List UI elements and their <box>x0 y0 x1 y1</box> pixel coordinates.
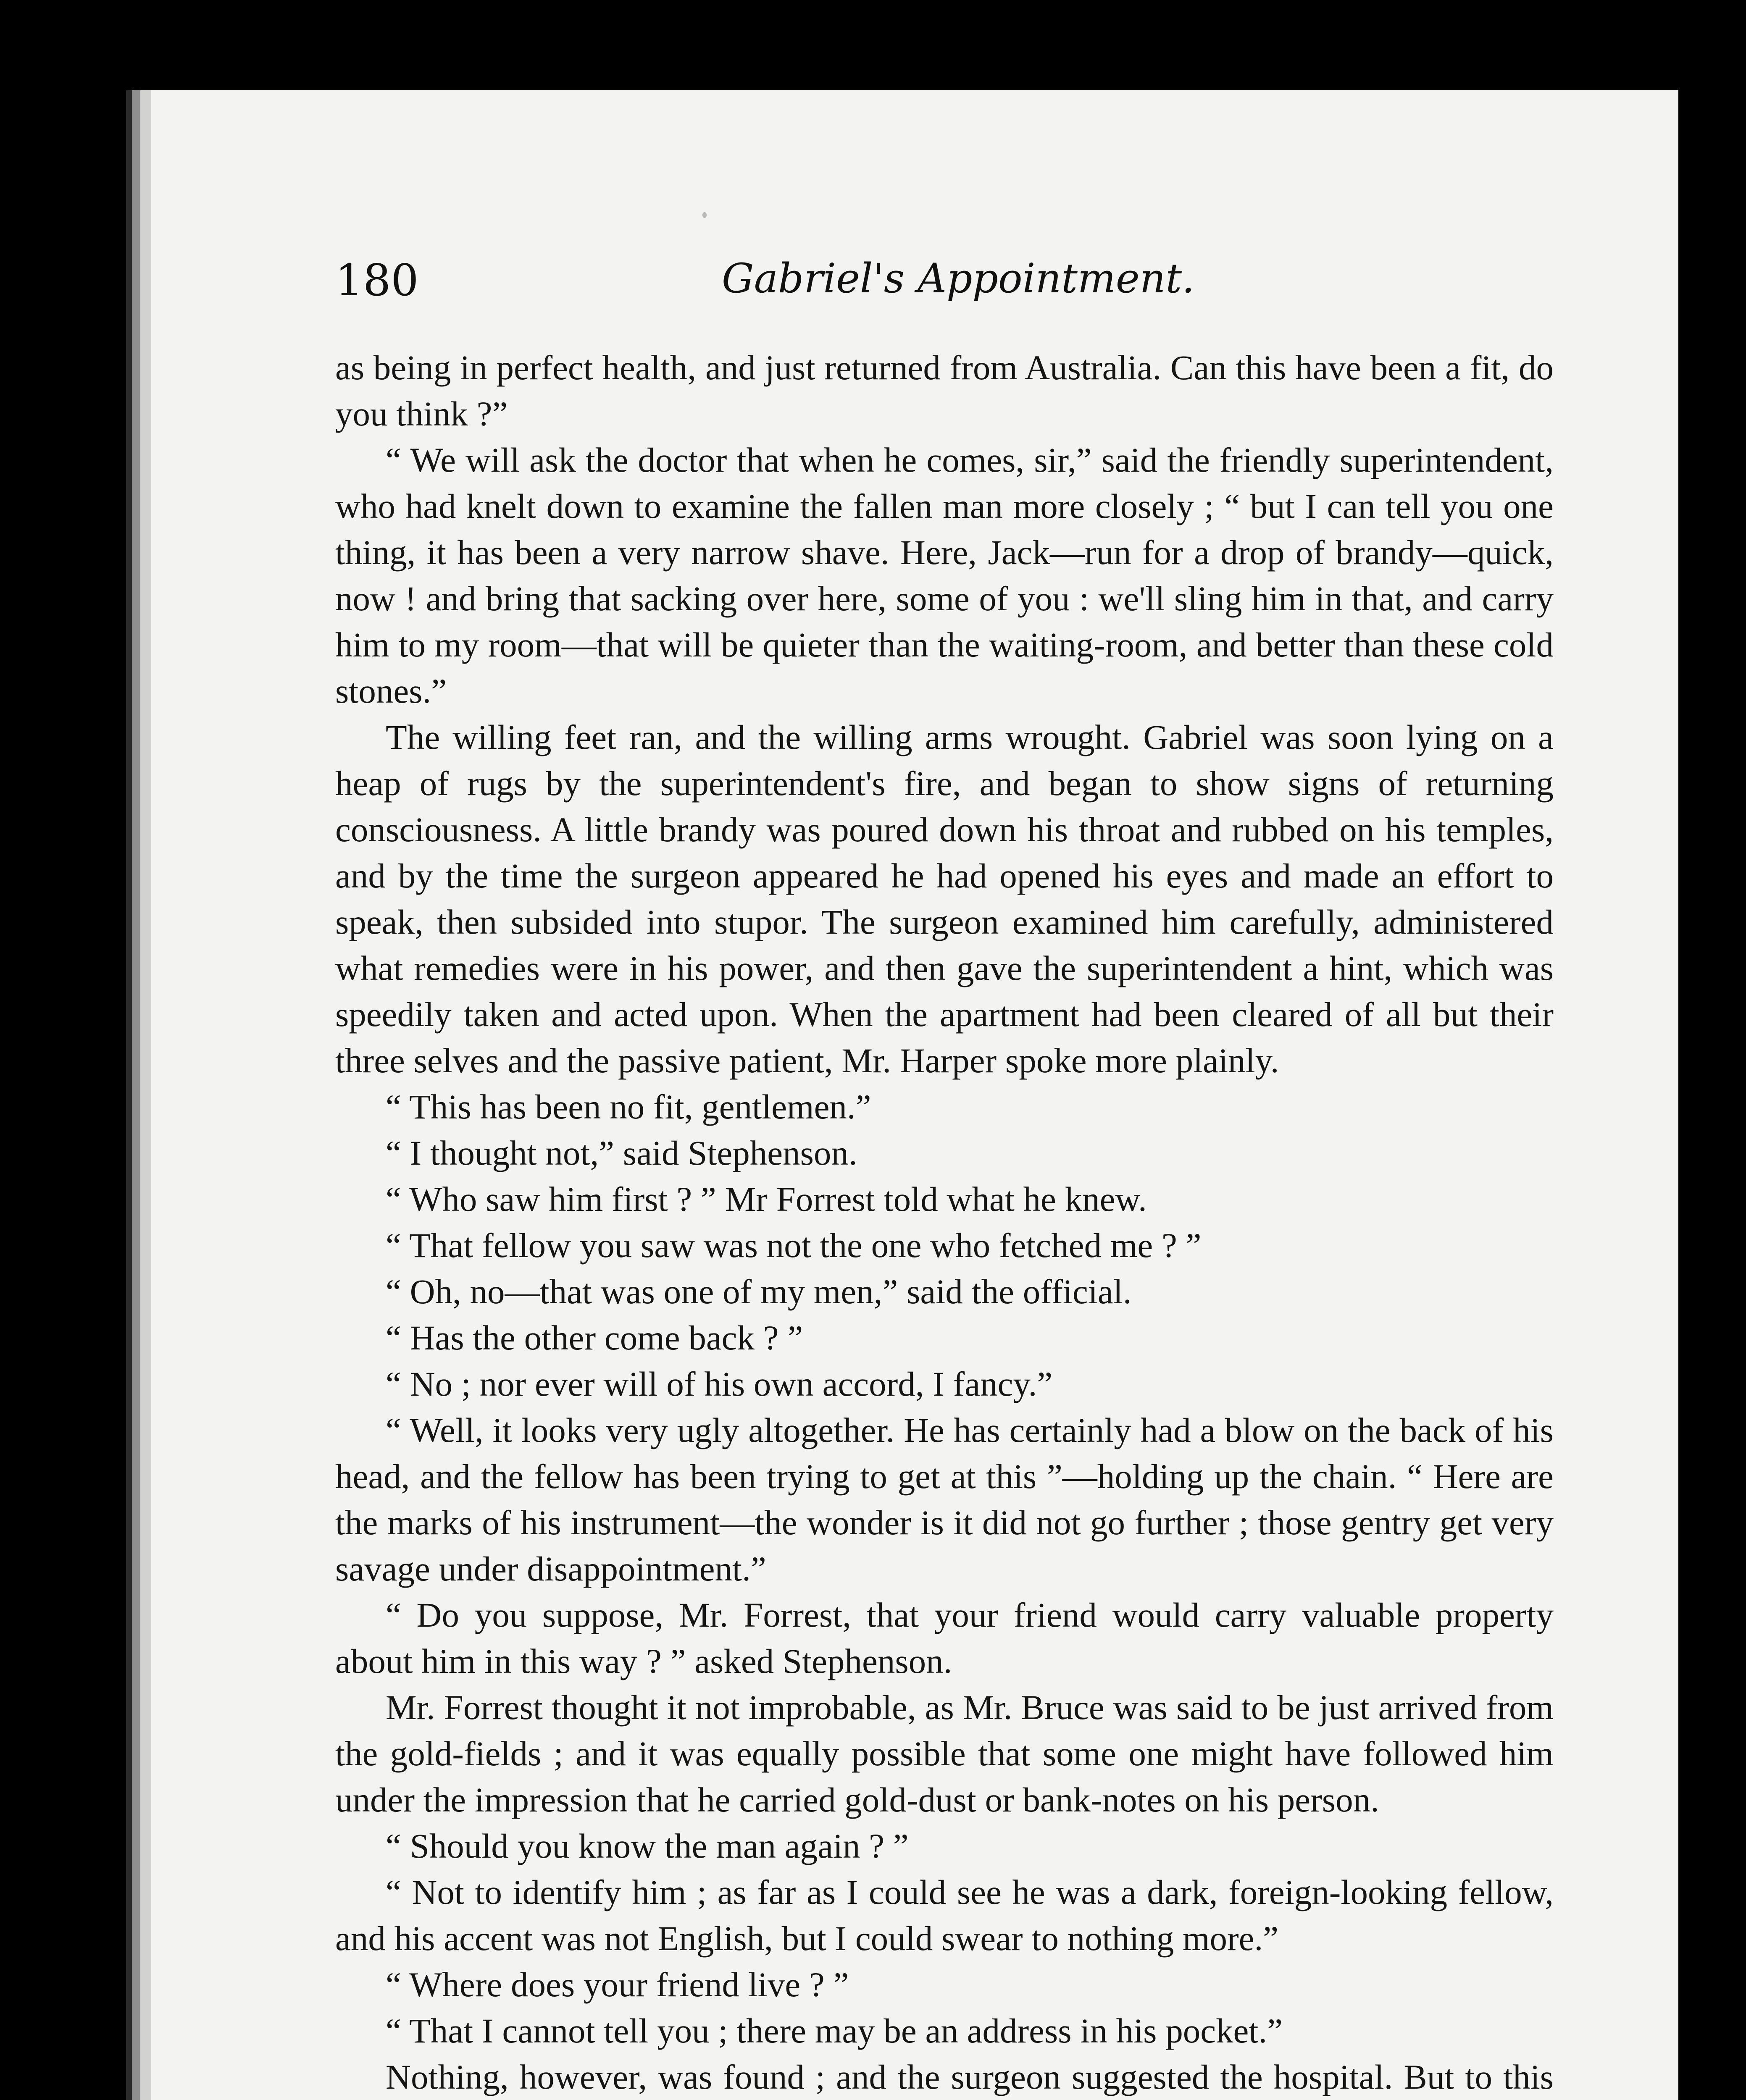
paragraph-2: “ We will ask the doctor that when he comes, sir,” said the friendly superintendent, who had knelt down to examine the fallen man more closely ; “ but I can tell you one thing, it has been a very narrow shave. Here, Jack—run for a drop of brandy—quick, now ! and bring that sacking over here, some of you : we'll sling him in that, and carry him to my room—that will be quieter than the waiting-room, and better than these cold stones.” <box>335 441 1554 710</box>
paragraph-9: “ Has the other come back ? ” <box>386 1318 803 1357</box>
paragraph-12: “ Do you suppose, Mr. Forrest, that your friend would carry valuable property about him in this way ? ” asked Stephenson. <box>335 1596 1554 1680</box>
paragraph-14: “ Should you know the man again ? ” <box>386 1827 909 1865</box>
page-body <box>335 344 1554 2100</box>
paragraph-1: as being in perfect health, and just returned from Australia. Can this have been a fit, do you think ?” <box>335 348 1554 433</box>
paragraph-10: “ No ; nor ever will of his own accord, I fancy.” <box>386 1365 1053 1403</box>
paragraph-8: “ Oh, no—that was one of my men,” said the official. <box>386 1272 1132 1311</box>
paragraph-5: “ I thought not,” said Stephenson. <box>386 1134 857 1172</box>
paragraph-7: “ That fellow you saw was not the one who fetched me ? ” <box>386 1226 1202 1265</box>
paragraph-15: “ Not to identify him ; as far as I could see he was a dark, foreign-looking fellow, and his accent was not English, but I could swear to nothing more.” <box>335 1873 1554 1958</box>
running-title: Gabriel's Appointment. <box>722 255 1195 302</box>
paragraph-3: The willing feet ran, and the willing arms wrought. Gabriel was soon lying on a heap of rugs by the superintendent's fire, and began to show signs of returning consciousness. A little brandy was poured down his throat and rubbed on his temples, and by the time the surgeon appeared he had opened his eyes and made an effort to speak, then subsided into stupor. The surgeon examined him carefully, administered what remedies were in his power, and then gave the superintendent a hint, which was speedily taken and acted upon. When the apartment had been cleared of all but their three selves and the passive patient, Mr. Harper spoke more plainly. <box>335 718 1554 1080</box>
paragraph-6: “ Who saw him first ? ” Mr Forrest told what he knew. <box>386 1180 1147 1218</box>
paragraph-16: “ Where does your friend live ? ” <box>386 1965 849 2004</box>
paragraph-18: Nothing, however, was found ; and the surgeon suggested the hospital. But to this <box>386 2058 1554 2096</box>
paragraph-13: Mr. Forrest thought it not improbable, as Mr. Bruce was said to be just arrived from the gold-fields ; and it was equally possible that some one might have followed him under the impression that he carried gold-dust or bank-notes on his person. <box>335 1688 1554 1819</box>
page-edge-shadow <box>1678 90 1746 2100</box>
paper-speck <box>702 212 707 218</box>
paragraph-17: “ That I cannot tell you ; there may be an address in his pocket.” <box>386 2011 1283 2050</box>
paragraph-4: “ This has been no fit, gentlemen.” <box>386 1087 871 1126</box>
paragraph-11: “ Well, it looks very ugly altogether. He has certainly had a blow on the back of his head, and the fellow has been trying to get at this ”—holding up the chain. “ Here are the marks of his instrument—the wonder is it did not go further ; those gentry get very savage under disappointment.” <box>335 1411 1554 1588</box>
page-number: 180 <box>335 255 419 306</box>
running-header <box>335 255 1533 321</box>
